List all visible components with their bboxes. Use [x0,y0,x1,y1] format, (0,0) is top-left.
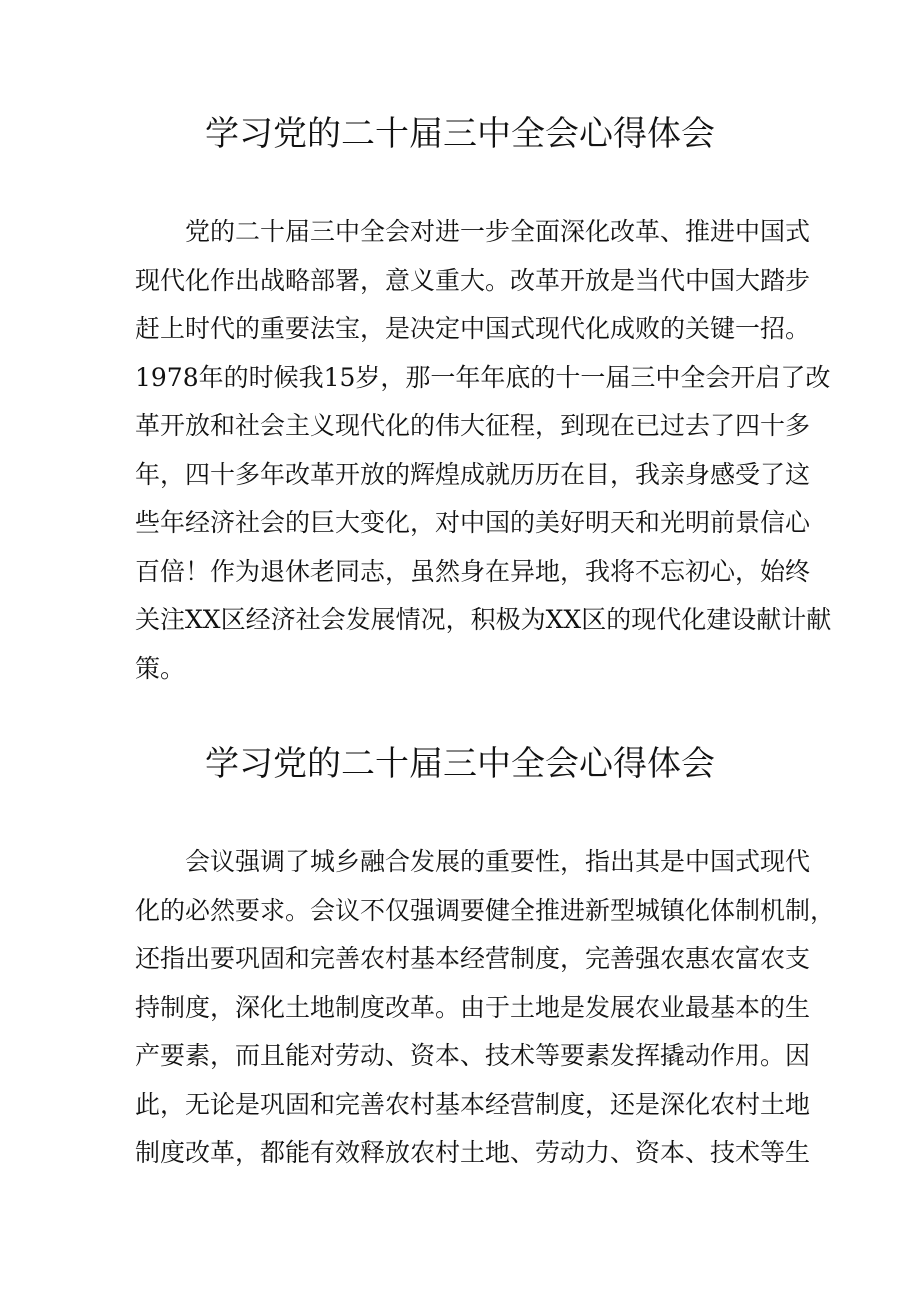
paragraph-line: 百倍！作为退休老同志，虽然身在异地，我将不忘初心，始终 [135,556,811,586]
paragraph-line: 些年经济社会的巨大变化，对中国的美好明天和光明前景信心 [135,508,811,537]
paragraph-line: 赶上时代的重要法宝，是决定中国式现代化成败的关键一招。 [135,314,811,343]
paragraph-line: 关注XX区经济社会发展情况，积极为XX区的现代化建设献计献 [135,605,832,634]
paragraph-line: 产要素，而且能对劳动、资本、技术等要素发挥撬动作用。因 [135,1041,811,1070]
section-2-paragraph [135,838,836,1178]
paragraph-line: 会议强调了城乡融合发展的重要性，指出其是中国式现代 [135,847,811,876]
paragraph-line: 还指出要巩固和完善农村基本经营制度，完善强农惠农富农支 [135,944,811,973]
paragraph-line: 此，无论是巩固和完善农村基本经营制度，还是深化农村土地 [135,1089,811,1119]
paragraph-line: 化的必然要求。会议不仅强调要健全推进新型城镇化体制机制， [135,895,836,925]
section-1-title: 学习党的二十届三中全会心得体会 [205,114,715,154]
paragraph-line: 现代化作出战略部署，意义重大。改革开放是当代中国大踏步 [135,265,811,295]
paragraph-line: 年，四十多年改革开放的辉煌成就历历在目，我亲身感受了这 [135,459,811,489]
paragraph-line: 革开放和社会主义现代化的伟大征程，到现在已过去了四十多 [135,411,811,440]
paragraph-line: 持制度，深化土地制度改革。由于土地是发展农业最基本的生 [135,992,811,1022]
section-1-paragraph [135,208,832,693]
paragraph-line: 党的二十届三中全会对进一步全面深化改革、推进中国式 [135,217,811,246]
section-2-title: 学习党的二十届三中全会心得体会 [205,744,715,784]
paragraph-line: 1978年的时候我15岁，那一年年底的十一届三中全会开启了改 [135,362,831,392]
paragraph-line: 制度改革，都能有效释放农村土地、劳动力、资本、技术等生 [135,1138,811,1167]
paragraph-line: 策。 [135,653,186,683]
